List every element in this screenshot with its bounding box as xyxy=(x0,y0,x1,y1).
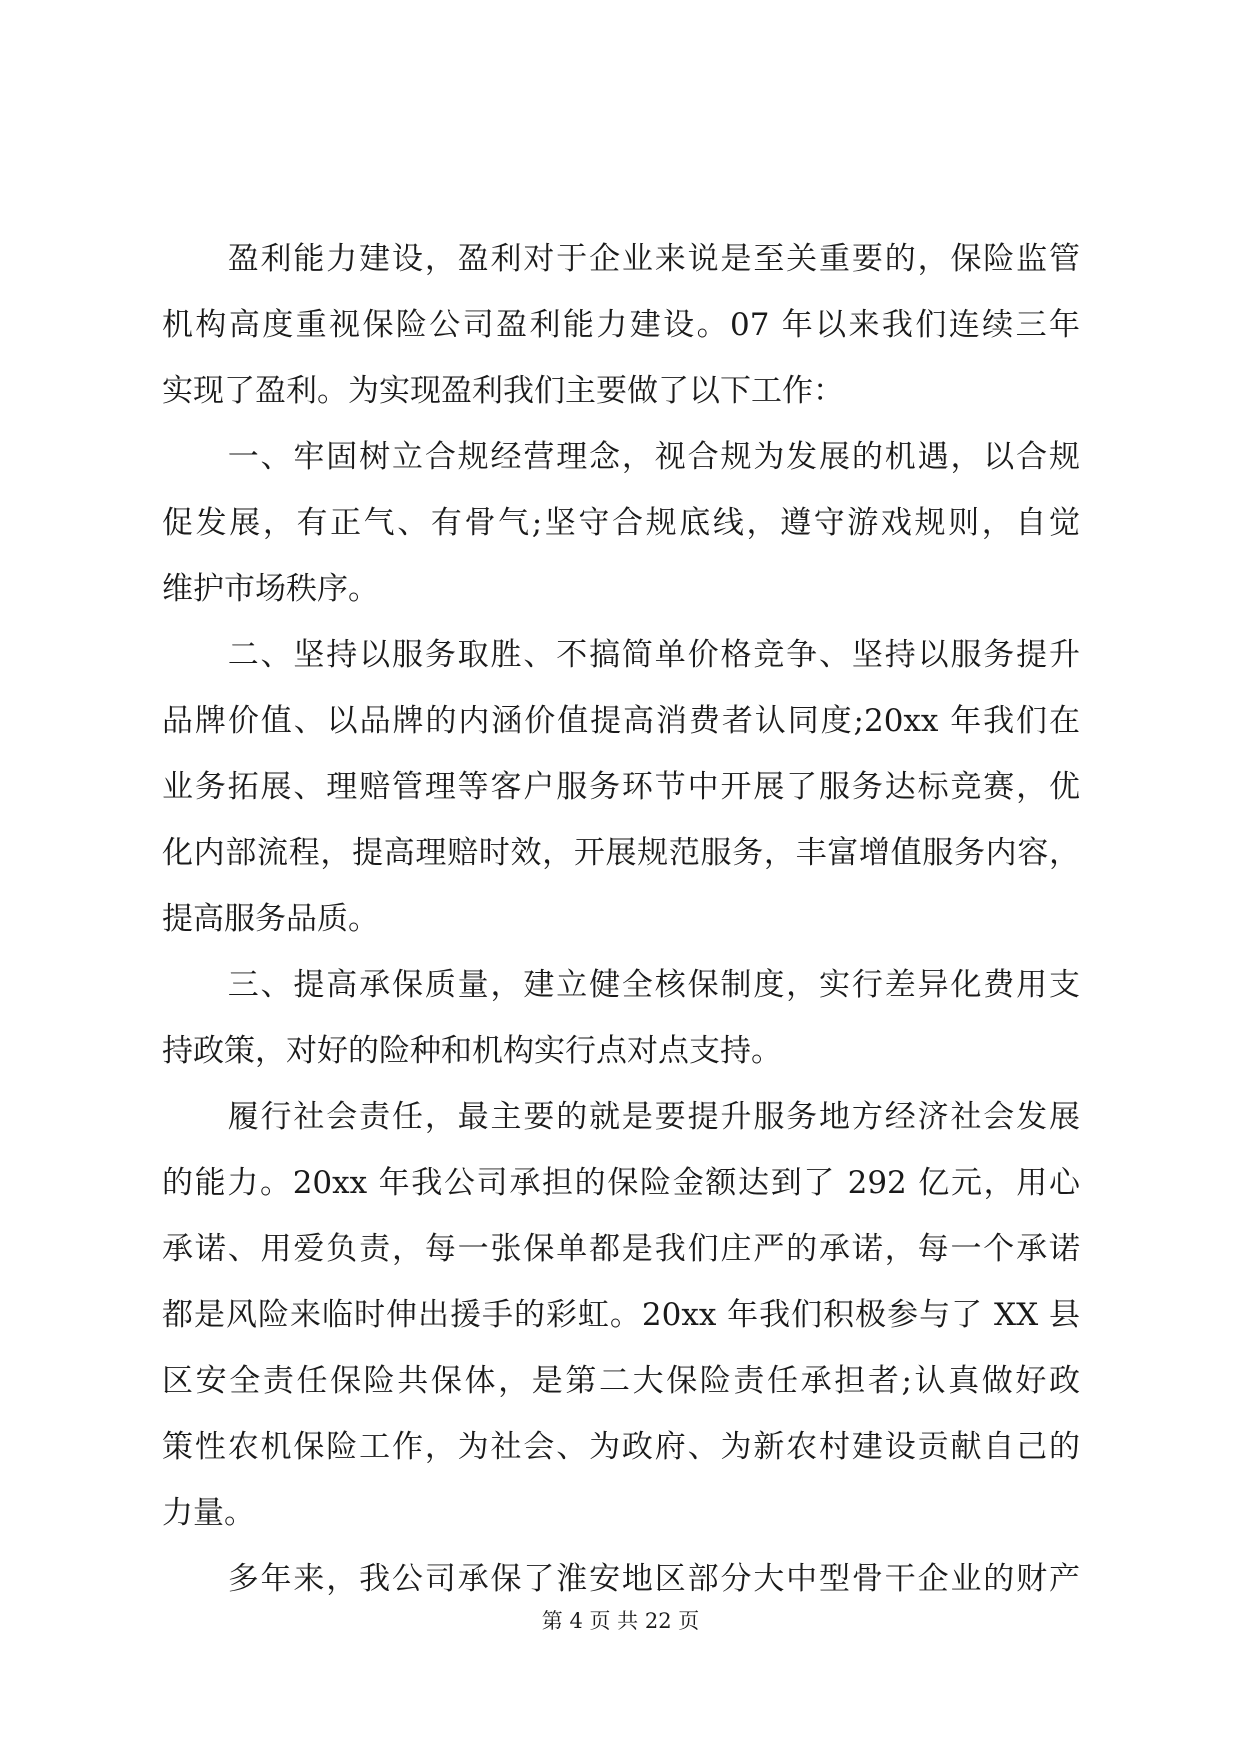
text-line: 品牌价值、以品牌的内涵价值提高消费者认同度;20xx 年我们在 xyxy=(162,703,1080,739)
text-line: 策性农机保险工作，为社会、为政府、为新农村建设贡献自己的 xyxy=(162,1429,1080,1465)
text-line: 都是风险来临时伸出援手的彩虹。20xx 年我们积极参与了 XX 县 xyxy=(162,1297,1080,1333)
text-line: 的能力。20xx 年我公司承担的保险金额达到了 292 亿元，用心 xyxy=(162,1165,1080,1201)
text-line: 二、坚持以服务取胜、不搞简单价格竞争、坚持以服务提升 xyxy=(162,637,1080,673)
text-line: 区安全责任保险共保体，是第二大保险责任承担者;认真做好政 xyxy=(162,1363,1080,1399)
text-line: 三、提高承保质量，建立健全核保制度，实行差异化费用支 xyxy=(162,967,1080,1003)
paragraph-profitability xyxy=(162,226,1080,424)
paragraph-underwriting xyxy=(162,952,1080,1084)
paragraph-service xyxy=(162,622,1080,952)
text-line: 业务拓展、理赔管理等客户服务环节中开展了服务达标竞赛，优 xyxy=(162,769,1080,805)
text-line: 力量。 xyxy=(162,1495,255,1531)
text-line: 多年来，我公司承保了淮安地区部分大中型骨干企业的财产 xyxy=(162,1561,1080,1597)
text-line: 提高服务品质。 xyxy=(162,901,379,937)
text-line: 维护市场秩序。 xyxy=(162,571,379,607)
paragraph-compliance xyxy=(162,424,1080,622)
text-line: 履行社会责任，最主要的就是要提升服务地方经济社会发展 xyxy=(162,1099,1080,1135)
text-line: 机构高度重视保险公司盈利能力建设。07 年以来我们连续三年 xyxy=(162,307,1080,343)
paragraph-social-responsibility xyxy=(162,1084,1080,1546)
text-line: 化内部流程，提高理赔时效，开展规范服务，丰富增值服务内容， xyxy=(162,835,1080,871)
text-line: 承诺、用爱负责，每一张保单都是我们庄严的承诺，每一个承诺 xyxy=(162,1231,1080,1267)
document-body xyxy=(162,226,1080,1612)
text-line: 一、牢固树立合规经营理念，视合规为发展的机遇，以合规 xyxy=(162,439,1080,475)
text-line: 实现了盈利。为实现盈利我们主要做了以下工作： xyxy=(162,373,844,409)
text-line: 盈利能力建设，盈利对于企业来说是至关重要的，保险监管 xyxy=(162,241,1080,277)
text-line: 促发展，有正气、有骨气;坚守合规底线，遵守游戏规则，自觉 xyxy=(162,505,1080,541)
page-number-footer: 第 4 页 共 22 页 xyxy=(541,1609,700,1633)
paragraph-major-enterprises xyxy=(162,1546,1080,1612)
text-line: 持政策，对好的险种和机构实行点对点支持。 xyxy=(162,1033,782,1069)
